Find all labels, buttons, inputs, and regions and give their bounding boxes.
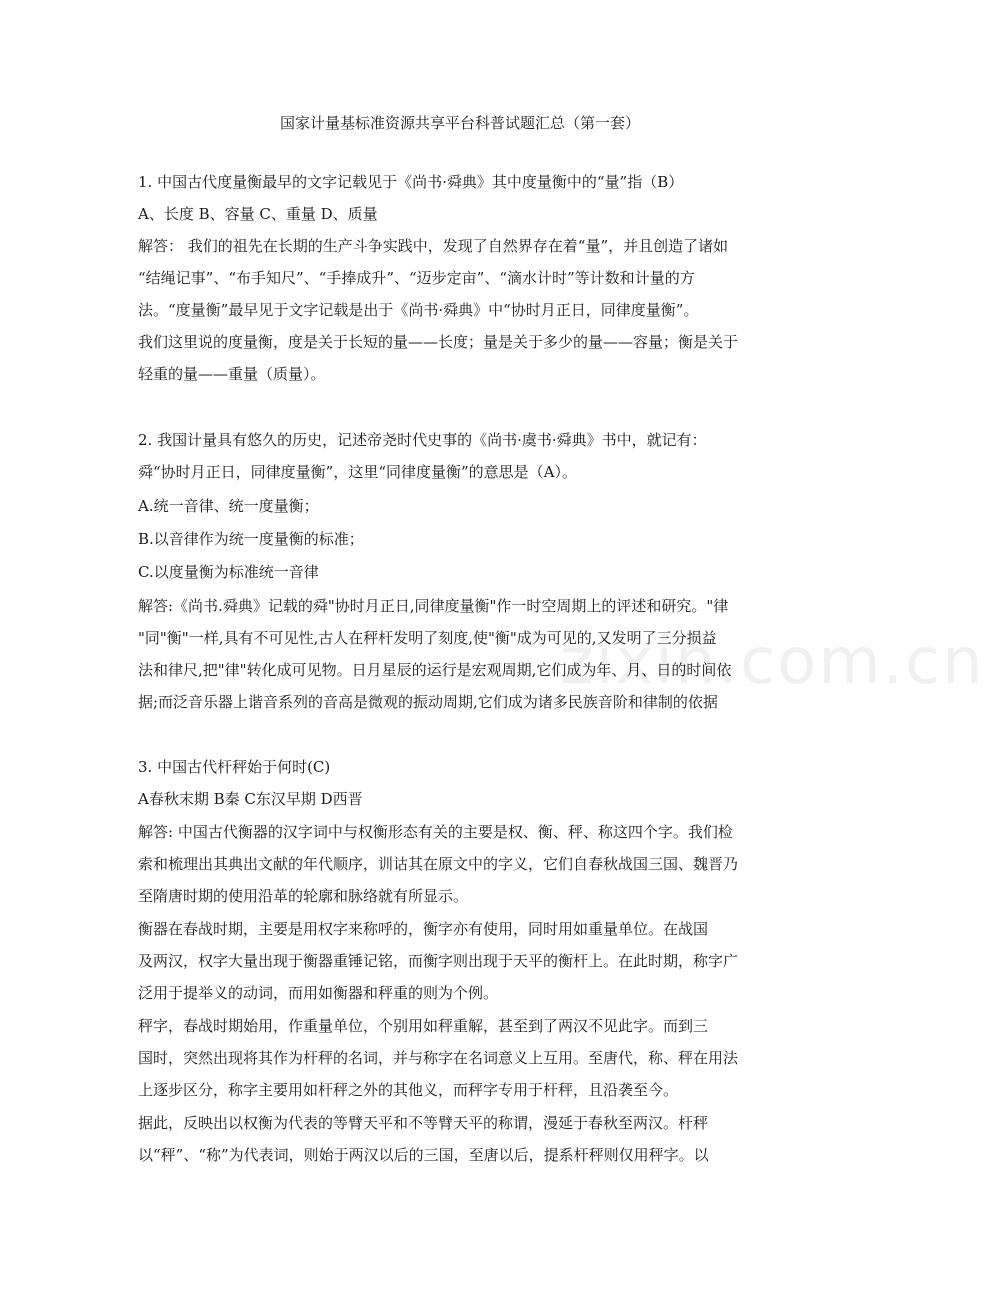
answer-1-line: 法。“度量衡”最早见于文字记载是出于《尚书·舜典》中“协时月正日，同律度量衡”。 [138,301,699,319]
answer-3-line: 据此，反映出以权衡为代表的等臂天平和不等臂天平的称谓，漫延于春秋至两汉。杆秤 [138,1114,709,1132]
answer-2-line: 解答:《尚书.舜典》记载的舜"协时月正日,同律度量衡"作一时空周期上的评述和研究。"律 [138,597,729,615]
question-3: 3. 中国古代杆秤始于何时(C) [138,758,331,776]
question-2-option: C.以度量衡为标准统一音律 [138,563,319,581]
answer-2-line: "同"衡"一样,具有不可见性,古人在秤杆发明了刻度,使"衡"成为可见的,又发明了三分损益 [138,629,717,647]
watermark: zixin.com.cn [560,625,985,699]
question-2-option: B.以音律作为统一度量衡的标准； [138,530,364,548]
answer-3-line: 国时，突然出现将其作为杆秤的名词，并与称字在名词意义上互用。至唐代，称、秤在用法 [138,1049,739,1067]
document-title: 国家计量基标准资源共享平台科普试题汇总（第一套） [279,114,640,132]
answer-3-line: 泛用于提举义的动词，而用如衡器和秤重的则为个例。 [138,984,499,1002]
answer-1-line: “结绳记事”、“布手知尺”、“手捧成升”、“迈步定亩”、“滴水计时”等计数和计量的方 [138,269,695,287]
question-2-option: A.统一音律、统一度量衡； [138,497,319,515]
answer-1-line: 我们这里说的度量衡，度是关于长短的量——长度；量是关于多少的量——容量；衡是关于 [138,333,739,351]
answer-3-line: 至隋唐时期的使用沿革的轮廓和脉络就有所显示。 [138,887,469,905]
question-1-options: A、长度 B、容量 C、重量 D、质量 [138,205,378,223]
question-2-line: 2. 我国计量具有悠久的历史，记述帝尧时代史事的《尚书·虞书·舜典》书中，就记有： [138,431,707,449]
answer-2-line: 据;而泛音乐器上谐音系列的音高是微观的振动周期,它们成为诸多民族音阶和律制的依据 [138,693,718,711]
answer-3-line: 以“秤”、“称”为代表词，则始于两汉以后的三国，至唐以后，提系杆秤则仅用秤字。以 [138,1146,709,1164]
answer-1-line: 解答： 我们的祖先在长期的生产斗争实践中，发现了自然界存在着“量”，并且创造了诸如 [138,237,729,255]
question-3-options: A春秋末期 B秦 C东汉早期 D西晋 [138,790,363,808]
answer-2-line: 法和律尺,把"律"转化成可见物。日月星辰的运行是宏观周期,它们成为年、月、日的时间依 [138,661,732,679]
question-1: 1. 中国古代度量衡最早的文字记载见于《尚书·舜典》其中度量衡中的“量”指（B） [138,173,684,191]
answer-3-line: 上逐步区分，称字主要用如杆秤之外的其他义，而秤字专用于杆秤，且沿袭至今。 [138,1081,679,1099]
question-2-line: 舜“协时月正日，同律度量衡”，这里“同律度量衡”的意思是（A）。 [138,463,578,481]
answer-3-line: 索和梳理出其典出文献的年代顺序，训诂其在原文中的字义，它们自春秋战国三国、魏晋乃 [138,855,739,873]
answer-3-line: 解答: 中国古代衡器的汉字词中与权衡形态有关的主要是权、衡、秤、称这四个字。我们检 [138,823,733,841]
answer-1-line: 轻重的量——重量（质量）。 [138,365,326,383]
answer-3-line: 衡器在春战时期，主要是用权字来称呼的，衡字亦有使用，同时用如重量单位。在战国 [138,920,709,938]
answer-3-line: 及两汉，权字大量出现于衡器重锤记铭，而衡字则出现于天平的衡杆上。在此时期，称字广 [138,952,739,970]
answer-3-line: 秤字，春战时期始用，作重量单位，个别用如秤重解，甚至到了两汉不见此字。而到三 [138,1017,709,1035]
